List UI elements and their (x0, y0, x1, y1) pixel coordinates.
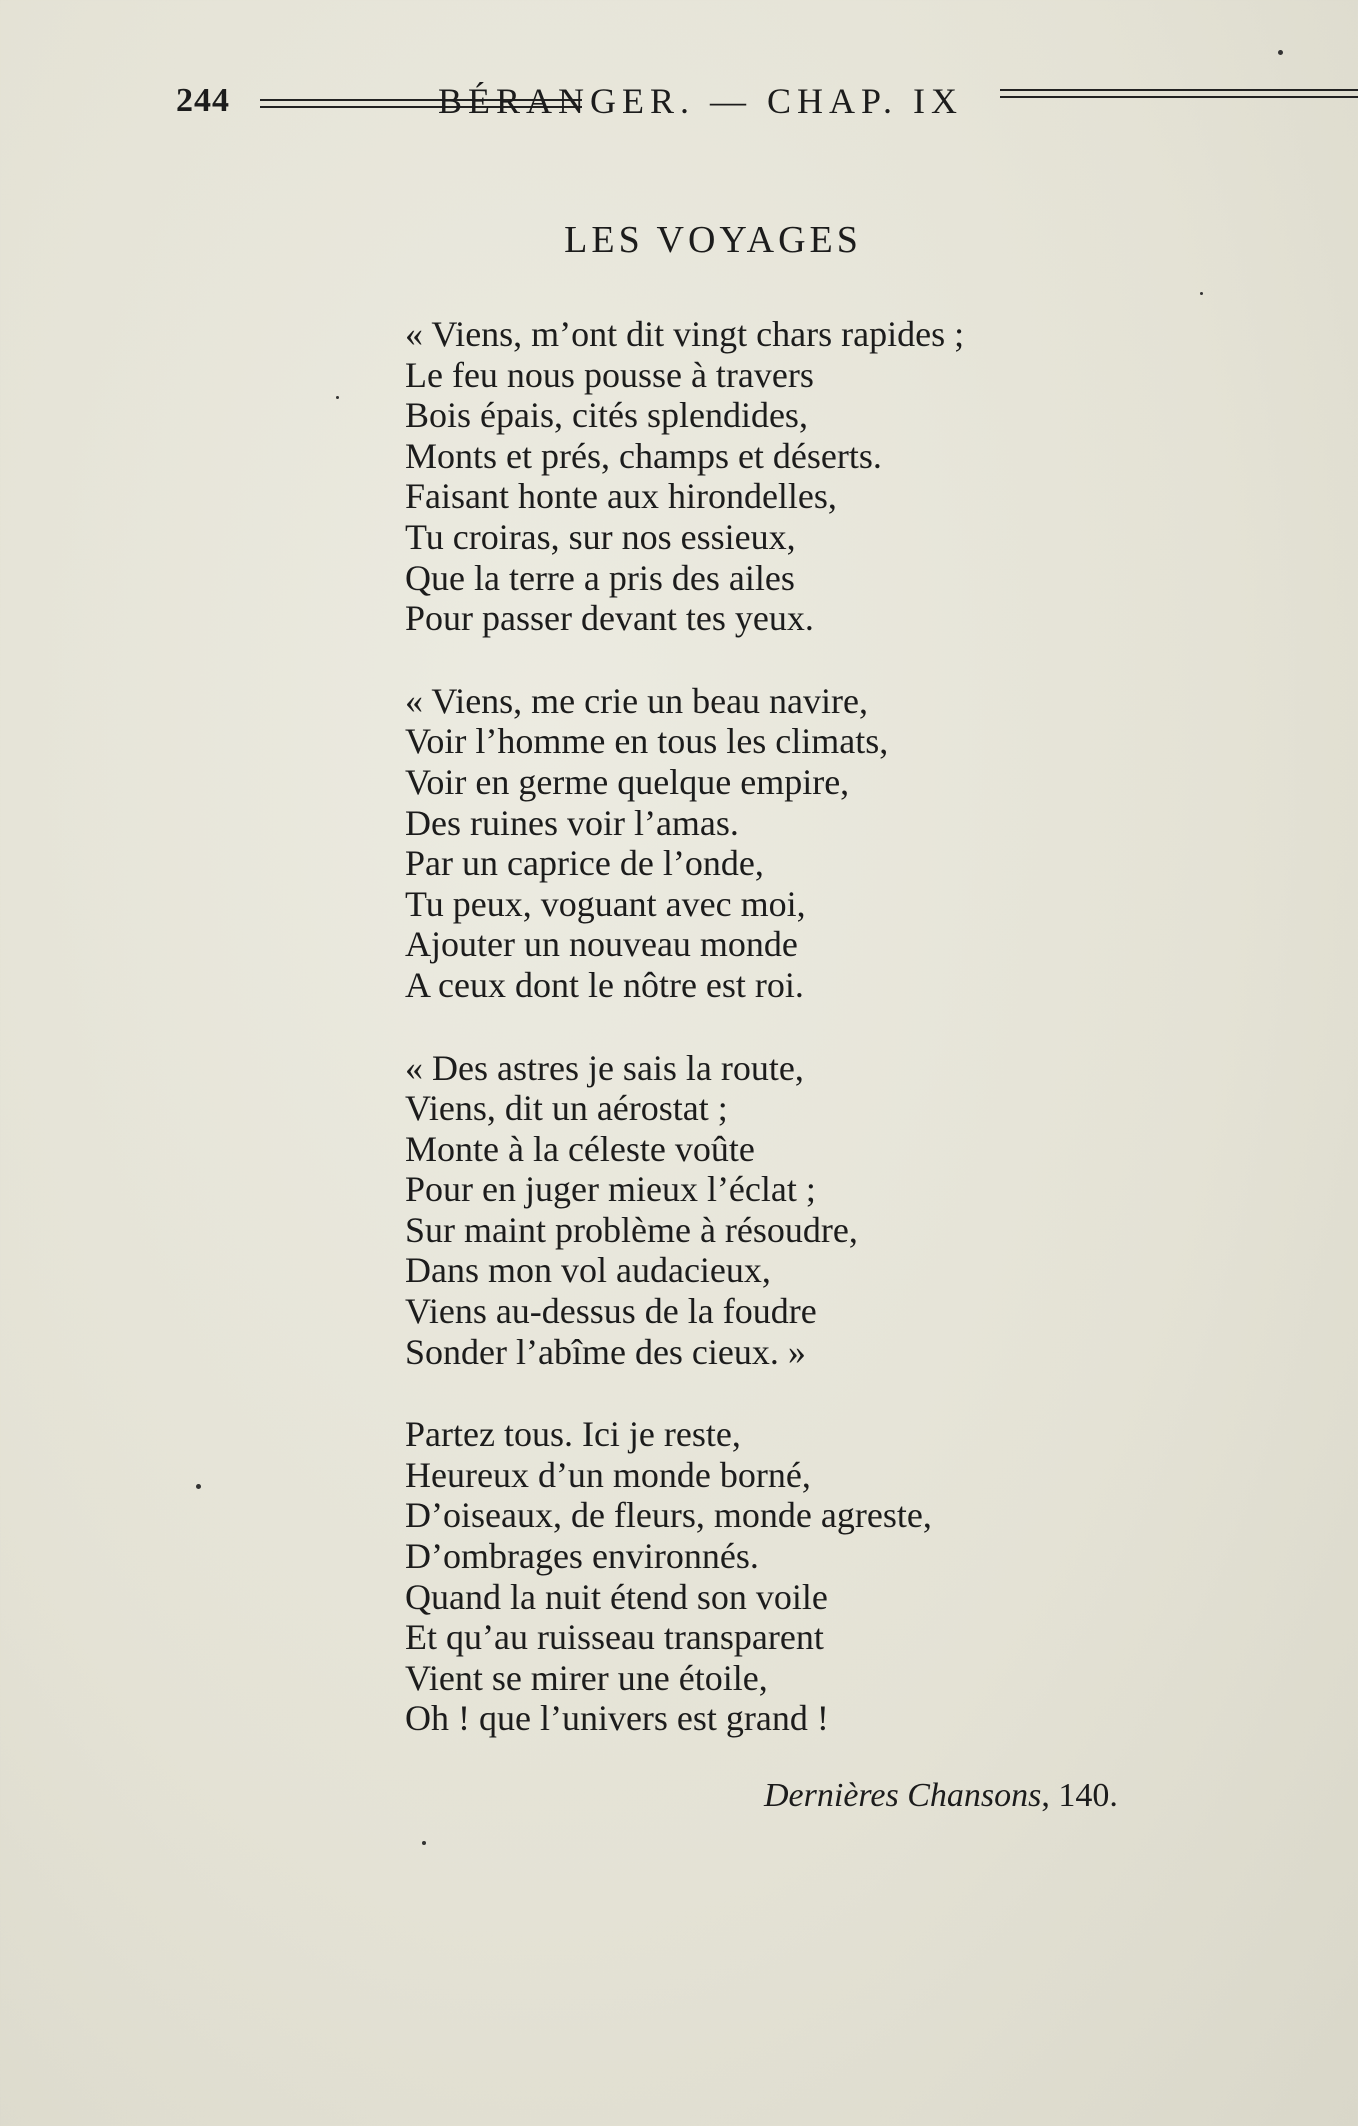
poem-line: Monte à la céleste voûte (405, 1128, 755, 1169)
poem-line: D’oiseaux, de fleurs, monde agreste, (405, 1495, 932, 1536)
poem-line: Quand la nuit étend son voile (405, 1576, 828, 1617)
poem-line: Des ruines voir l’amas. (405, 802, 739, 843)
paper-speck (1200, 292, 1203, 295)
source-page: , 140. (1041, 1777, 1118, 1814)
source-citation (764, 1777, 1118, 1815)
poem-title: LES VOYAGES (564, 219, 862, 261)
poem-line: Tu croiras, sur nos essieux, (405, 516, 796, 557)
poem-line: D’ombrages environnés. (405, 1536, 759, 1577)
poem-line: Viens au-dessus de la foudre (405, 1291, 817, 1332)
poem-line: A ceux dont le nôtre est roi. (405, 964, 804, 1005)
running-head (176, 76, 1250, 128)
poem-line: Que la terre a pris des ailes (405, 557, 795, 598)
source-work: Dernières Chansons (764, 1777, 1042, 1814)
poem-line: Partez tous. Ici je reste, (405, 1414, 741, 1455)
poem-line: Tu peux, voguant avec moi, (405, 883, 806, 924)
paper-speck (1278, 50, 1283, 55)
poem-line: Bois épais, cités splendides, (405, 395, 808, 436)
poem-line: Voir l’homme en tous les climats, (405, 721, 889, 762)
poem-line: Sonder l’abîme des cieux. » (405, 1331, 806, 1372)
poem-line: Viens, dit un aérostat ; (405, 1088, 728, 1129)
poem-line: Et qu’au ruisseau transparent (405, 1617, 824, 1658)
poem-line: Heureux d’un monde borné, (405, 1454, 811, 1495)
poem-line: « Viens, m’ont dit vingt chars rapides ; (405, 314, 965, 354)
poem-line: Monts et prés, champs et déserts. (405, 435, 882, 476)
poem-line: Ajouter un nouveau monde (405, 924, 798, 965)
poem-line: « Des astres je sais la route, (405, 1047, 804, 1088)
poem-line: Sur maint problème à résoudre, (405, 1209, 858, 1250)
poem-line: « Viens, me crie un beau navire, (405, 680, 869, 721)
poem-line: Voir en germe quelque empire, (405, 761, 850, 802)
poem-line: Par un caprice de l’onde, (405, 843, 764, 884)
poem-line: Pour en juger mieux l’éclat ; (405, 1169, 816, 1210)
running-title: BÉRANGER. — CHAP. IX (438, 81, 964, 121)
poem-line: Faisant honte aux hirondelles, (405, 476, 837, 517)
header-rule-right (1000, 89, 1358, 98)
stanza-2 (405, 681, 1205, 1006)
poem-line: Oh ! que l’univers est grand ! (405, 1698, 829, 1739)
stanza-4 (405, 1414, 1205, 1739)
poem-line: Le feu nous pousse à travers (405, 354, 814, 395)
poem-line: Pour passer devant tes yeux. (405, 598, 814, 639)
stanza-3 (405, 1048, 1205, 1373)
poem-body (405, 314, 1205, 1781)
paper-speck (196, 1484, 201, 1489)
paper-speck (422, 1841, 426, 1845)
page-number: 244 (176, 82, 230, 119)
paper-speck (336, 396, 339, 399)
stanza-1 (405, 314, 1205, 639)
poem-line: Vient se mirer une étoile, (405, 1657, 768, 1698)
poem-line: Dans mon vol audacieux, (405, 1250, 771, 1291)
